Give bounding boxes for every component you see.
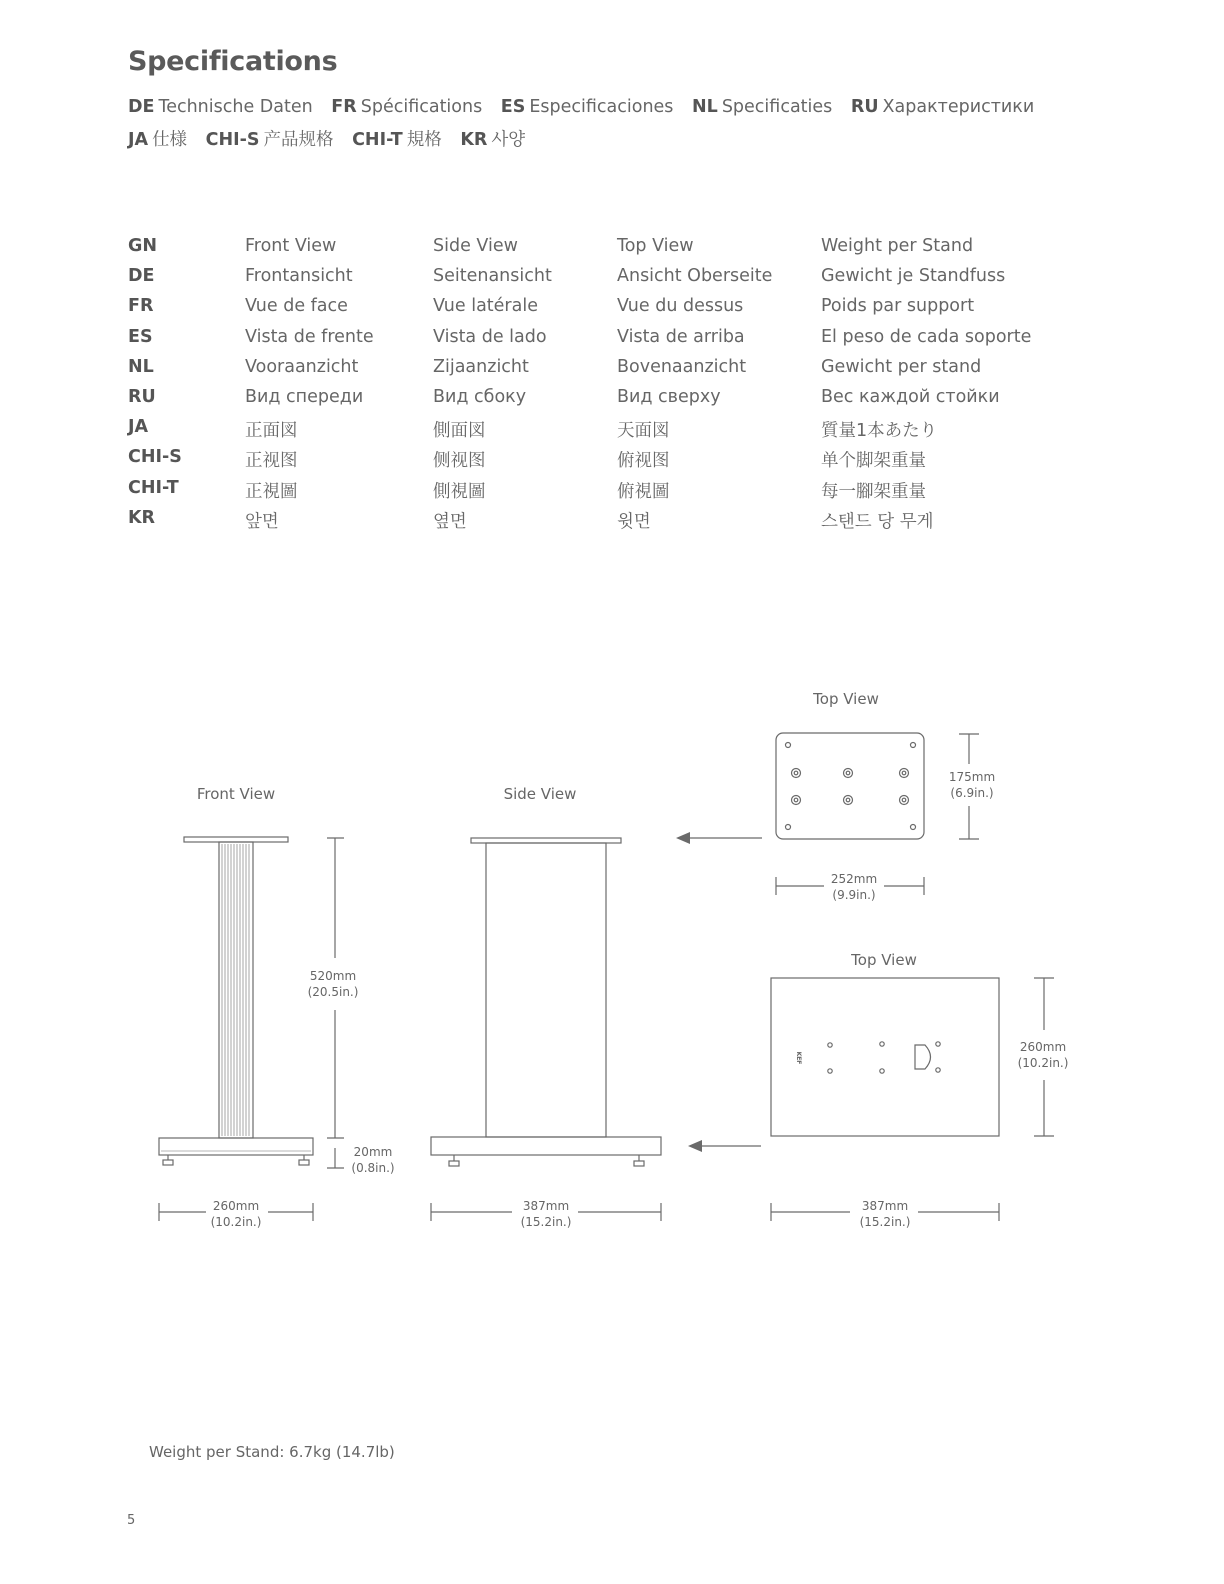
arrow-head-icon	[676, 832, 690, 844]
top-view-term: 俯視圖	[617, 481, 670, 502]
side-view-term: Zijaanzicht	[433, 356, 529, 377]
weight-term: Poids par support	[821, 296, 975, 317]
front-view-term: 앞면	[245, 511, 279, 532]
dimension-value: (9.9in.)	[832, 888, 876, 902]
dimension-value: 252mm	[830, 872, 878, 886]
dimension-value: (20.5in.)	[307, 985, 359, 999]
brand-logo: KEF	[795, 1051, 802, 1065]
weight-note: Weight per Stand: 6.7kg (14.7lb)	[149, 1443, 395, 1461]
dimension-value: 520mm	[309, 969, 357, 983]
weight-term: Gewicht per stand	[821, 356, 982, 377]
language-text: Specificaties	[721, 97, 833, 117]
language-code: DE	[128, 97, 155, 117]
dimension-value: 260mm	[1019, 1040, 1067, 1054]
row-code: DE	[128, 266, 155, 287]
dimension-value: 387mm	[522, 1199, 570, 1213]
language-text: 仕様	[152, 130, 188, 150]
dimension-value: (6.9in.)	[950, 786, 994, 800]
weight-term: El peso de cada soporte	[821, 326, 1032, 347]
dimension-value: 387mm	[861, 1199, 909, 1213]
row-code: ES	[128, 326, 153, 347]
weight-term: 스탠드 당 무게	[821, 511, 934, 532]
top-view-term: 윗면	[617, 511, 651, 532]
language-text: Spécifications	[360, 97, 483, 117]
base-plate-drawing	[771, 978, 999, 1136]
front-view-term: Frontansicht	[245, 266, 353, 287]
side-view-term: 옆면	[433, 511, 467, 532]
side-view-term: Vue latérale	[433, 296, 538, 317]
weight-term: Weight per Stand	[821, 236, 974, 256]
language-text: 規格	[406, 130, 442, 150]
top-view-term: Vista de arriba	[617, 326, 745, 347]
side-view-term: 侧视图	[433, 451, 486, 472]
side-view-term: 側面図	[433, 421, 486, 442]
language-code: JA	[128, 130, 149, 150]
page-title: Specifications	[128, 46, 338, 77]
weight-term: 单个脚架重量	[821, 451, 926, 472]
top-plate-drawing	[776, 733, 924, 839]
top-view-term: Ansicht Oberseite	[617, 266, 773, 287]
side-view-term: Side View	[433, 236, 518, 256]
dimension-value: (15.2in.)	[520, 1215, 572, 1229]
front-view-term: Vista de frente	[245, 326, 374, 347]
language-text: Technische Daten	[158, 97, 313, 117]
weight-term: Вес каждой стойки	[821, 386, 1000, 407]
height-dimension	[327, 838, 344, 1168]
row-code: GN	[128, 236, 158, 256]
language-code: FR	[331, 97, 357, 117]
top-view-term: Вид сверху	[617, 386, 721, 407]
side-view-term: Seitenansicht	[433, 266, 552, 287]
dimension-value: (15.2in.)	[859, 1215, 911, 1229]
front-view-term: Vue de face	[245, 296, 348, 317]
dimension-value: 260mm	[212, 1199, 260, 1213]
top-view-term: 天面図	[617, 421, 670, 442]
front-view-term: 正面図	[245, 421, 298, 442]
dimension-value: 175mm	[948, 770, 996, 784]
row-code: FR	[128, 296, 154, 317]
side-view-term: Вид сбоку	[433, 386, 527, 407]
row-code: RU	[128, 386, 156, 407]
language-text: Especificaciones	[529, 97, 674, 117]
row-code: CHI-T	[128, 477, 179, 498]
top-view-term: Vue du dessus	[617, 296, 744, 317]
language-code: CHI-S	[205, 130, 260, 150]
dimension-value: 20mm	[353, 1145, 393, 1159]
language-code: ES	[500, 97, 526, 117]
language-text: 사양	[491, 130, 526, 150]
top-view-term: Top View	[617, 236, 694, 256]
weight-term: 質量1本あたり	[821, 421, 938, 442]
row-code: CHI-S	[128, 447, 182, 468]
side-view-drawing	[431, 838, 661, 1166]
dimension-value: (0.8in.)	[351, 1161, 395, 1175]
front-view-term: Front View	[245, 236, 337, 256]
language-code: CHI-T	[352, 130, 403, 150]
top-view-label: Top View	[813, 690, 879, 708]
language-text: Характеристики	[882, 97, 1035, 117]
front-view-term: Вид спереди	[245, 386, 364, 407]
top-view-term: Bovenaanzicht	[617, 356, 747, 377]
language-code: RU	[850, 97, 879, 117]
front-view-term: Vooraanzicht	[245, 356, 359, 377]
language-code: KR	[460, 130, 488, 150]
front-view-label: Front View	[196, 785, 276, 803]
row-code: NL	[128, 356, 154, 377]
language-text: 产品规格	[263, 130, 334, 150]
weight-term: Gewicht je Standfuss	[821, 266, 1006, 287]
side-view-term: 側視圖	[433, 481, 486, 502]
side-view-term: Vista de lado	[433, 326, 547, 347]
top-view-label: Top View	[851, 951, 917, 969]
arrow-head-icon	[688, 1140, 702, 1152]
top-view-term: 俯视图	[617, 451, 670, 472]
front-view-drawing	[159, 837, 313, 1165]
dimension-value: (10.2in.)	[210, 1215, 262, 1229]
side-view-label: Side View	[503, 785, 577, 803]
front-view-term: 正視圖	[245, 481, 298, 502]
row-code: JA	[128, 417, 149, 438]
page-number: 5	[127, 1513, 136, 1528]
language-code: NL	[692, 97, 718, 117]
weight-term: 每一腳架重量	[821, 481, 926, 502]
dimension-value: (10.2in.)	[1017, 1056, 1069, 1070]
front-view-term: 正视图	[245, 451, 298, 472]
row-code: KR	[128, 507, 156, 528]
